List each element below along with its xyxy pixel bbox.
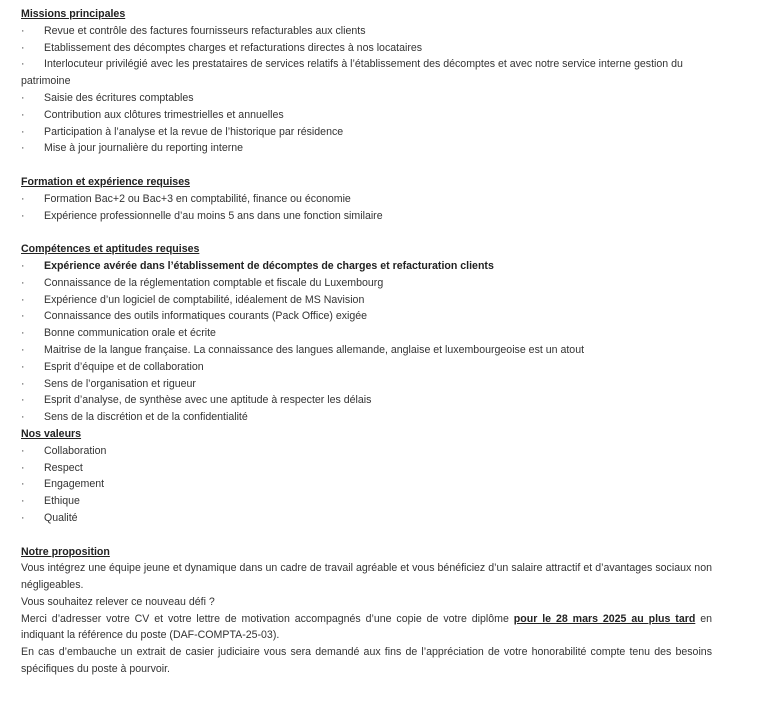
list-item-text: Participation à l’analyse et la revue de l’historique par résidence <box>44 125 344 138</box>
list-item <box>21 409 712 426</box>
list-item <box>21 275 712 292</box>
list-item <box>21 308 712 325</box>
list-item-text: Esprit d’équipe et de collaboration <box>44 360 204 373</box>
list-item <box>21 443 712 460</box>
formation-list <box>21 191 712 225</box>
bullet-icon: · <box>21 58 25 71</box>
list-item-text: Etablissement des décomptes charges et refacturations directes à nos locataires <box>44 41 423 54</box>
list-item-text: Expérience professionnelle d’au moins 5 ans dans une fonction similaire <box>44 209 383 222</box>
bullet-icon: · <box>21 478 25 491</box>
list-item-text: Sens de la discrétion et de la confidentialité <box>44 411 248 424</box>
section-spacer <box>21 157 712 174</box>
bullet-icon: · <box>21 495 25 508</box>
formation-heading: Formation et expérience requises <box>21 175 190 188</box>
list-item-text: Sens de l’organisation et rigueur <box>44 377 196 390</box>
list-item-text: Saisie des écritures comptables <box>44 91 194 104</box>
list-item <box>21 342 712 359</box>
bullet-icon: · <box>21 91 25 104</box>
bullet-icon: · <box>21 360 25 373</box>
list-item-text: Engagement <box>44 478 105 491</box>
competences-heading: Compétences et aptitudes requises <box>21 243 200 256</box>
application-instructions-text: Merci d’adresser votre CV et votre lettre de motivation accompagnés d’une copie de votre diplôme <box>21 612 514 625</box>
list-item <box>21 476 712 493</box>
list-item <box>21 292 712 309</box>
bullet-icon: · <box>21 293 25 306</box>
list-item-text: Mise à jour journalière du reporting interne <box>44 142 244 155</box>
list-item-text: Interlocuteur privilégié avec les prestataires de services relatifs à l’établissement des décomptes et avec notre service interne gestion du patrimoine <box>21 58 683 88</box>
list-item-text: Qualité <box>44 511 78 524</box>
bullet-icon: · <box>21 125 25 138</box>
missions-heading: Missions principales <box>21 8 126 20</box>
list-item <box>21 258 712 275</box>
list-item <box>21 460 712 477</box>
list-item-text: Respect <box>44 461 83 474</box>
bullet-icon: · <box>21 411 25 424</box>
list-item-text: Revue et contrôle des factures fournisseurs refacturables aux clients <box>44 24 366 37</box>
list-item-text: Collaboration <box>44 444 107 457</box>
bullet-icon: · <box>21 276 25 289</box>
bullet-icon: · <box>21 142 25 155</box>
list-item-text: Ethique <box>44 495 80 508</box>
list-item-text: Formation Bac+2 ou Bac+3 en comptabilité, finance ou économie <box>44 192 351 205</box>
list-item-text: Maitrise de la langue française. La connaissance des langues allemande, anglaise et luxembourgeoise est un atout <box>44 343 585 356</box>
valeurs-list <box>21 443 712 527</box>
list-item <box>21 56 712 90</box>
list-item <box>21 493 712 510</box>
list-item-text: Expérience d’un logiciel de comptabilité, idéalement de MS Navision <box>44 293 365 306</box>
list-item <box>21 124 712 141</box>
list-item-text: Expérience avérée dans l’établissement de décomptes de charges et refacturation clients <box>44 259 494 272</box>
bullet-icon: · <box>21 41 25 54</box>
bullet-icon: · <box>21 108 25 121</box>
list-item-text: Esprit d’analyse, de synthèse avec une aptitude à respecter les délais <box>44 394 372 407</box>
application-deadline: pour le 28 mars 2025 au plus tard <box>513 612 696 625</box>
bullet-icon: · <box>21 444 25 457</box>
bullet-icon: · <box>21 461 25 474</box>
proposition-paragraph-3 <box>21 611 712 645</box>
bullet-icon: · <box>21 511 25 524</box>
list-item <box>21 107 712 124</box>
competences-list <box>21 258 712 426</box>
missions-list <box>21 23 712 157</box>
bullet-icon: · <box>21 394 25 407</box>
list-item <box>21 510 712 527</box>
proposition-paragraph-2: Vous souhaitez relever ce nouveau défi ? <box>21 595 215 608</box>
bullet-icon: · <box>21 343 25 356</box>
bullet-icon: · <box>21 310 25 323</box>
bullet-icon: · <box>21 259 25 272</box>
list-item <box>21 140 712 157</box>
list-item-text: Connaissance de la réglementation comptable et fiscale du Luxembourg <box>44 276 384 289</box>
section-spacer <box>21 224 712 241</box>
proposition-paragraph-4: En cas d’embauche un extrait de casier judiciaire vous sera demandé aux fins de l’appréciation de votre honorabilité compte tenu des besoins spécifiques du poste à pourvoir. <box>21 646 712 676</box>
list-item-text: Bonne communication orale et écrite <box>44 327 216 340</box>
list-item <box>21 40 712 57</box>
list-item <box>21 23 712 40</box>
list-item <box>21 208 712 225</box>
list-item-text: Contribution aux clôtures trimestrielles et annuelles <box>44 108 284 121</box>
proposition-paragraph-1: Vous intégrez une équipe jeune et dynamique dans un cadre de travail agréable et vous bénéficiez d’un salaire attractif et d’avantages sociaux non négligeables. <box>21 562 712 592</box>
list-item <box>21 90 712 107</box>
bullet-icon: · <box>21 192 25 205</box>
list-item <box>21 191 712 208</box>
valeurs-heading: Nos valeurs <box>21 427 82 440</box>
list-item-text: Connaissance des outils informatiques courants (Pack Office) exigée <box>44 310 368 323</box>
section-spacer <box>21 527 712 544</box>
bullet-icon: · <box>21 24 25 37</box>
bullet-icon: · <box>21 327 25 340</box>
bullet-icon: · <box>21 209 25 222</box>
list-item <box>21 359 712 376</box>
list-item <box>21 376 712 393</box>
job-reference-text: en indiquant la référence du poste (DAF-COMPTA-25-03). <box>21 612 712 642</box>
proposition-heading: Notre proposition <box>21 545 110 558</box>
list-item <box>21 392 712 409</box>
list-item <box>21 325 712 342</box>
bullet-icon: · <box>21 377 25 390</box>
